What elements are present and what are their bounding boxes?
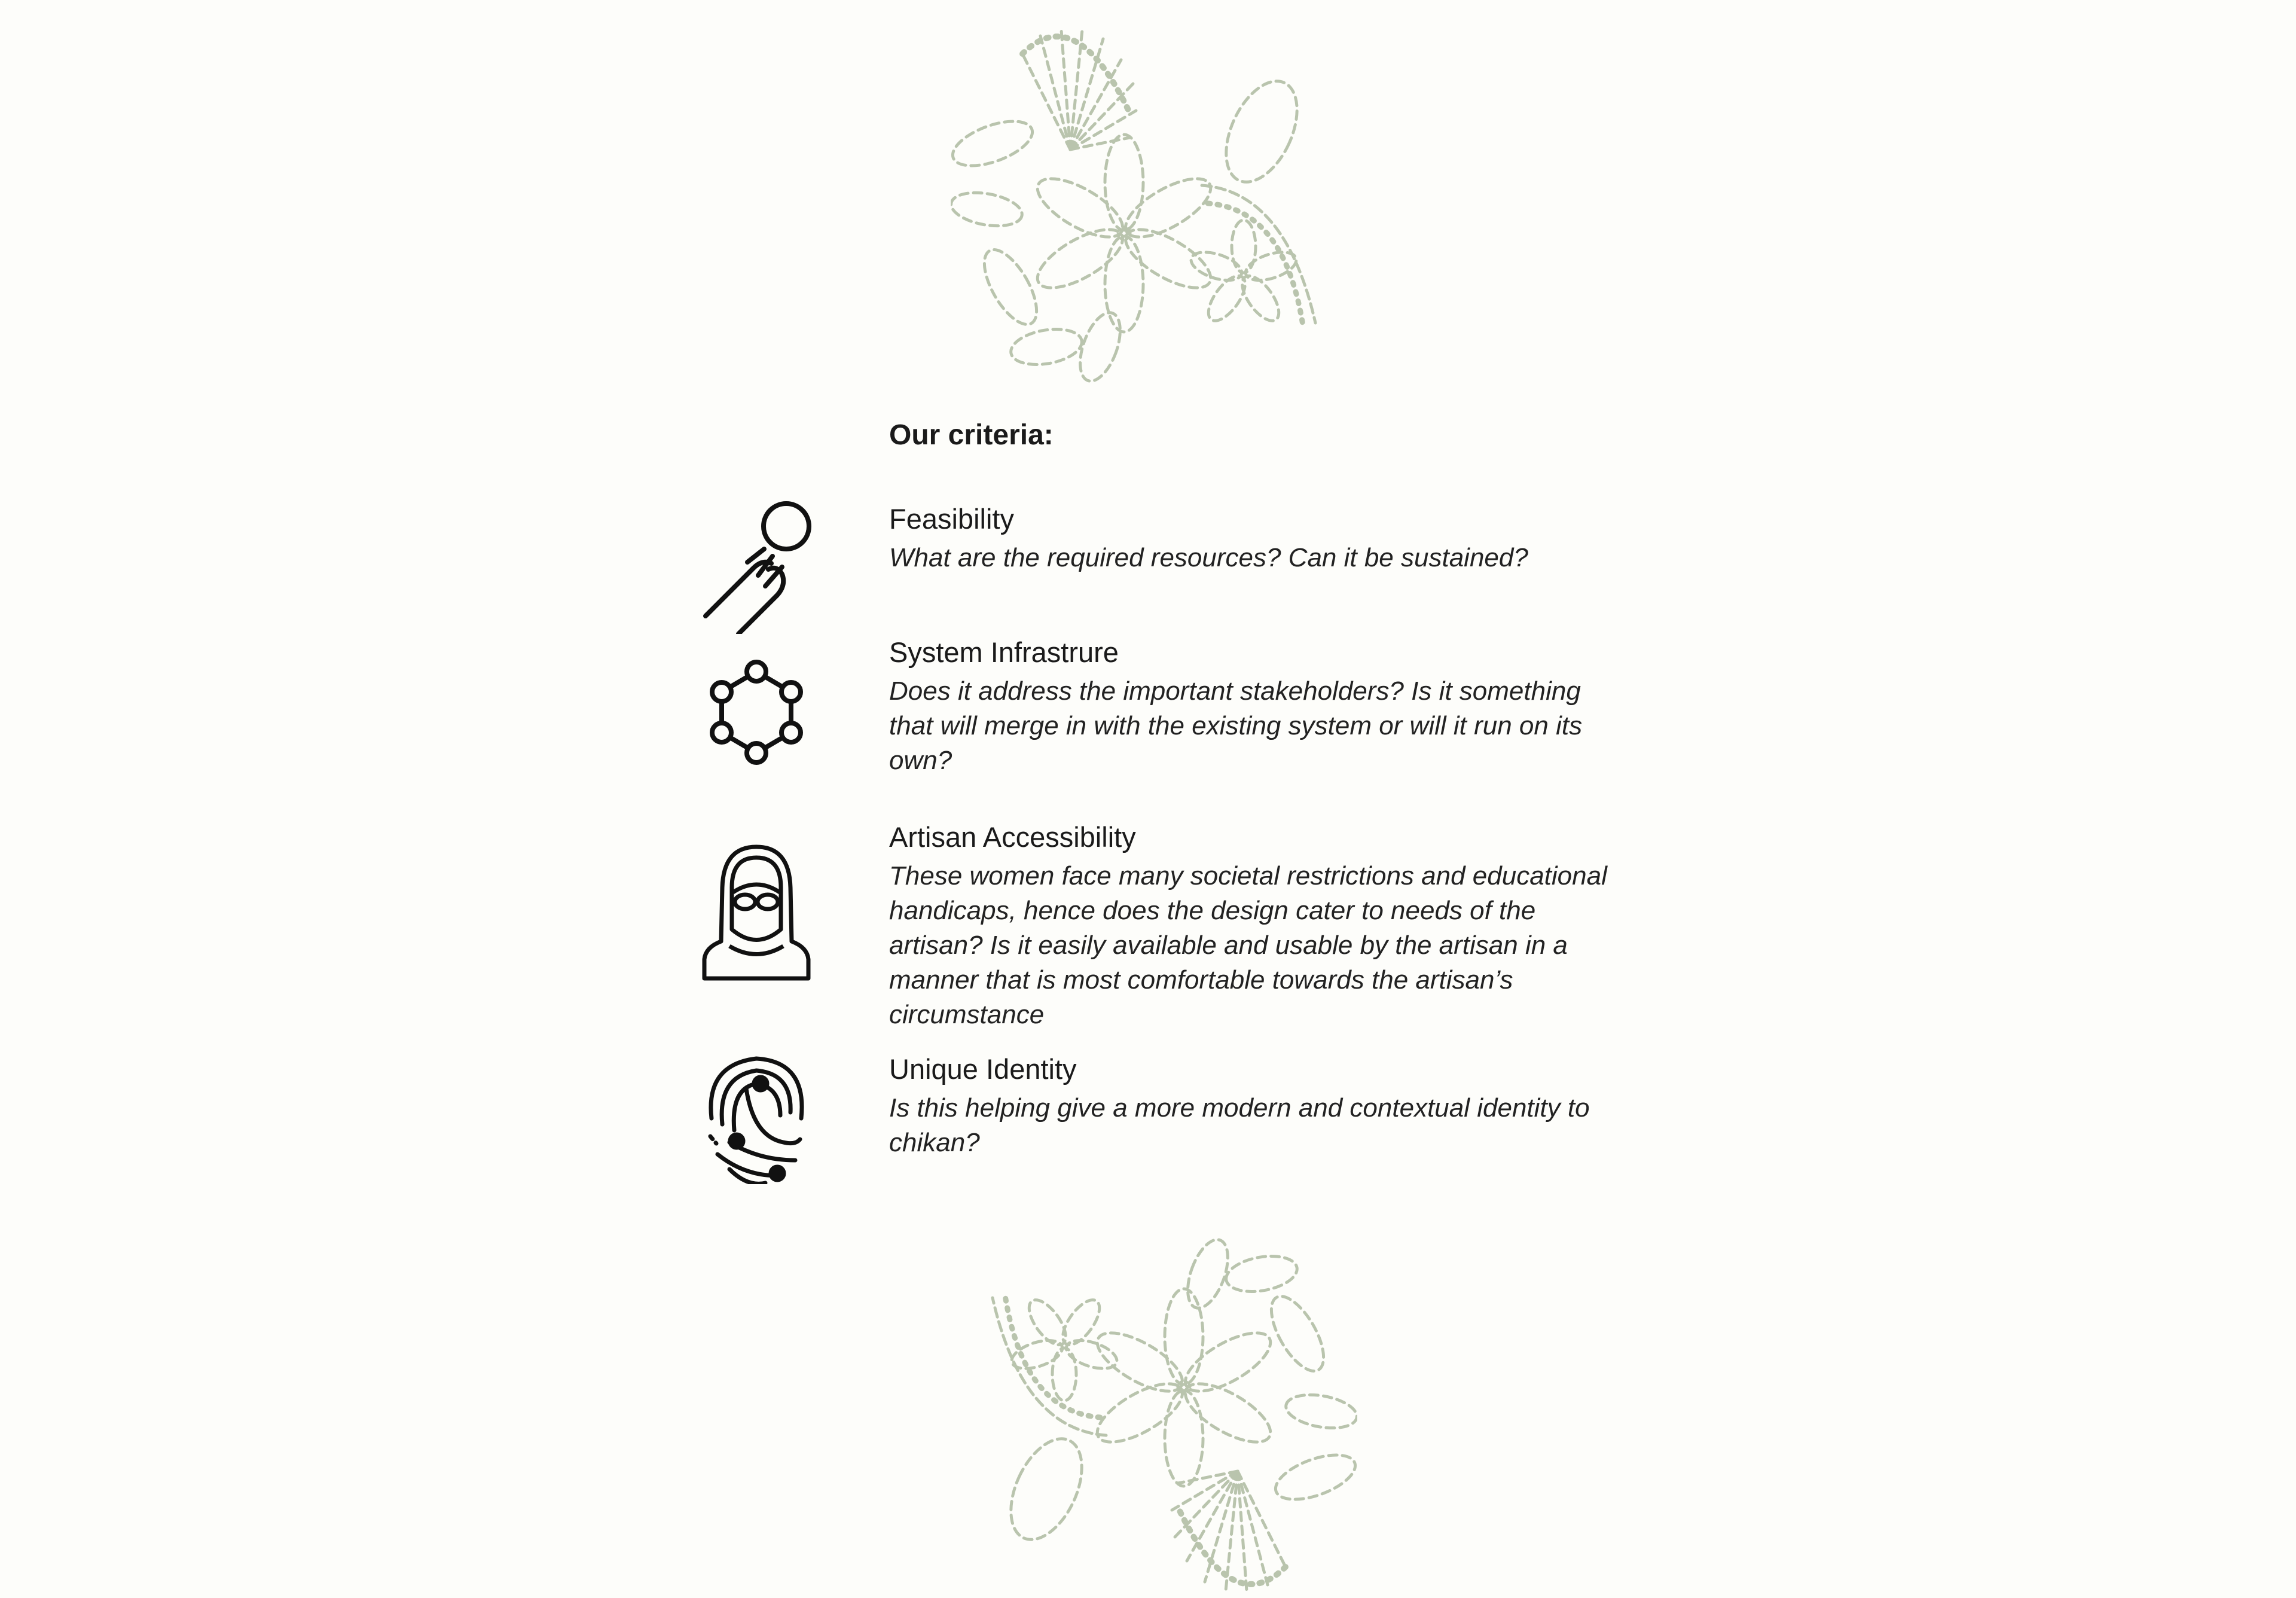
- floral-ornament-top: [951, 12, 1357, 395]
- hand-coin-icon: [694, 490, 819, 634]
- criterion-description: What are the required resources? Can it be sustained?: [889, 543, 1528, 572]
- criterion-title: Feasibility: [889, 503, 1014, 535]
- criterion-description: Is this helping give a more modern and contextual identity to chikan?: [889, 1093, 1590, 1157]
- criterion-description: Does it address the important stakeholders? Is it something that will merge in with the existing system or will it run on its own?: [889, 676, 1583, 775]
- criterion-title: Artisan Accessibility: [889, 821, 1136, 853]
- criterion-title: System Infrastrure: [889, 636, 1119, 668]
- fingerprint-icon: [694, 1041, 819, 1184]
- network-hexagon-icon: [694, 648, 819, 791]
- woman-hijab-icon: [694, 840, 819, 983]
- page-title: Our criteria:: [889, 419, 1054, 451]
- fan-motif: [1022, 30, 1136, 150]
- criterion-description: These women face many societal restrictions and educational handicaps, hence does the design cater to needs of the artisan? Is it easily available and usable by the artisan in a manner that is most comfortable towards the artisan’s circumstance: [889, 861, 1607, 1029]
- floral-ornament-bottom: [951, 1226, 1357, 1598]
- criterion-title: Unique Identity: [889, 1053, 1077, 1085]
